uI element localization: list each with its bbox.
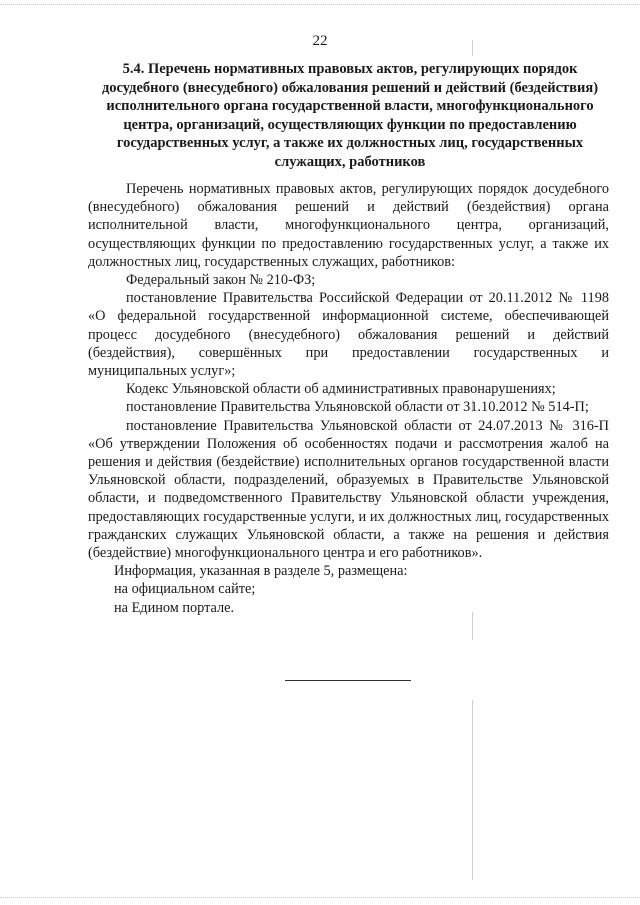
paragraph-federal-law: Федеральный закон № 210-ФЗ; — [126, 272, 316, 289]
paragraph-info-placement: Информация, указанная в разделе 5, размещена: — [114, 563, 408, 580]
paragraph-resolution-514: постановление Правительства Ульяновской области от 31.10.2012 № 514-П; — [126, 399, 589, 416]
page-number: 22 — [312, 33, 328, 49]
section-heading: 5.4. Перечень нормативных правовых актов, регулирующих порядок досудебного (внесудебного) обжалования решений и действий (бездействия) исполнительного органа государственной власти, многофункционального центра, организаций, осуществляющих функции по предоставлению государственных услуг, а также их должностных лиц, государственных служащих, работников — [101, 61, 599, 170]
paragraph-official-site: на официальном сайте; — [114, 581, 256, 598]
scan-artifact-vertical — [472, 700, 473, 880]
scan-artifact-bottom — [0, 897, 640, 898]
paragraph-regional-code: Кодекс Ульяновской области об административных правонарушениях; — [126, 381, 556, 398]
paragraph-intro: Перечень нормативных правовых актов, регулирующих порядок досудебного (внесудебного) обжалования решений и действий (бездействия) органа исполнительной власти, многофункционального центра, организаций, осуществляющих функции по предоставлению государственных услуг, а также их должностных лиц, государственных служащих, работников: — [88, 181, 609, 270]
paragraph-single-portal: на Едином портале. — [114, 599, 235, 616]
paragraph-resolution-316: постановление Правительства Ульяновской области от 24.07.2013 № 316-П «Об утверждении Положения об особенностях подачи и рассмотрения жалоб на решения и действия (бездействие) исполнительных органов государственной власти Ульяновской области, подразделений, образуемых в Правительстве Ульяновской области, и подведомственного Правительству Ульяновской области учреждения, предоставляющих государственные услуги, и их должностных лиц, государственных гражданских служащих Ульяновской области, а также на решения и действия (бездействие) многофункционального центра и его работников». — [88, 417, 609, 562]
document-body — [88, 180, 609, 617]
closing-divider — [285, 680, 411, 681]
scan-artifact-top — [0, 4, 640, 5]
paragraph-rf-resolution: постановление Правительства Российской Федерации от 20.11.2012 № 1198 «О федеральной государственной информационной системе, обеспечивающей процесс досудебного (внесудебного) обжалования решений и действий (бездействия), совершённых при предоставлении государственных и муниципальных услуг»; — [88, 290, 609, 380]
